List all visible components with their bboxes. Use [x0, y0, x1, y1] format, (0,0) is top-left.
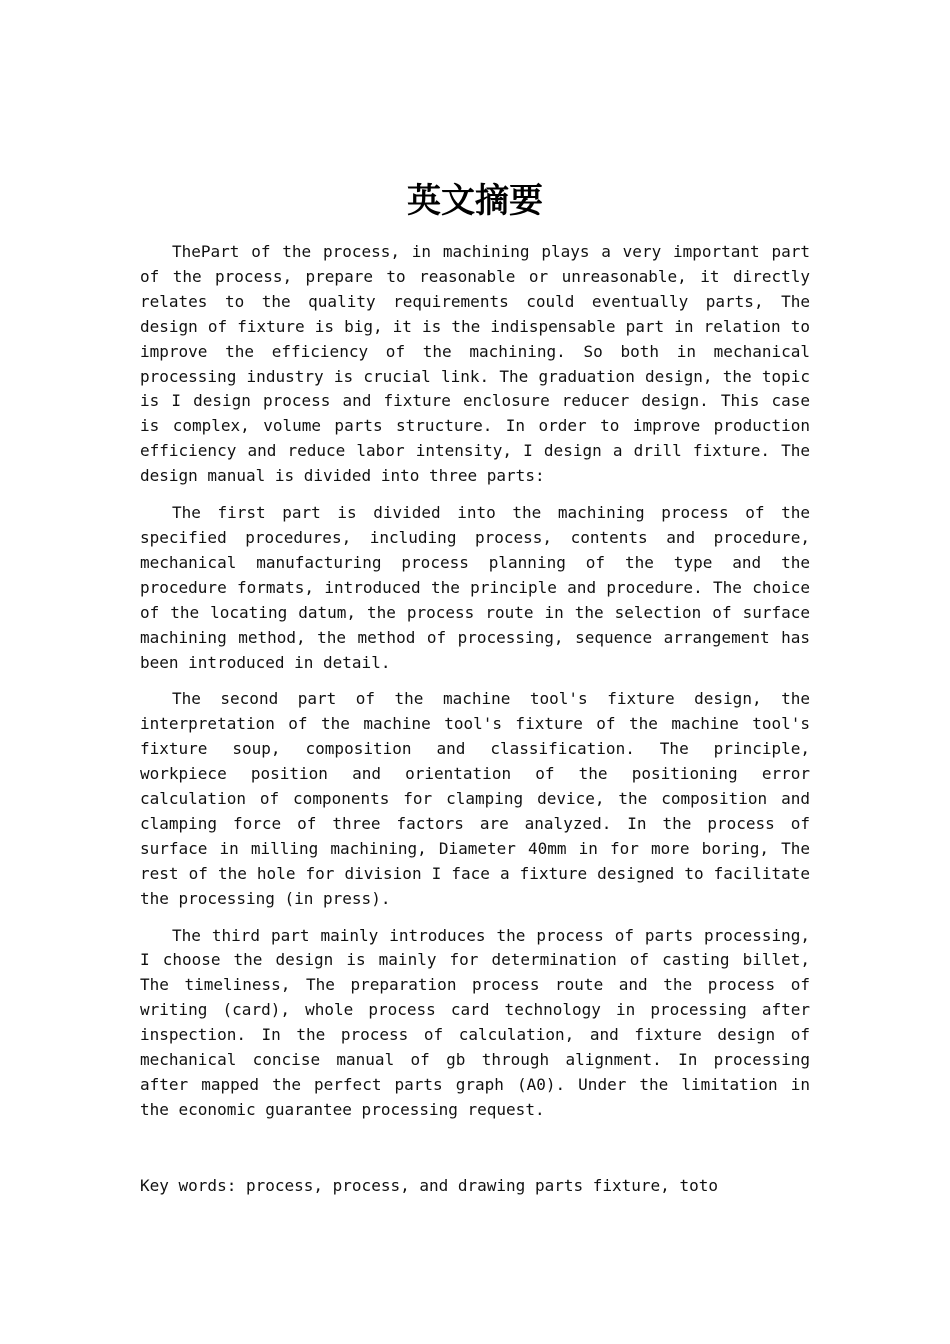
abstract-paragraph-2: The first part is divided into the machining process of the specified procedures, including process, contents and procedure, mechanical manufacturing process planning of the type and the procedure formats, introduced the principle and procedure. The choice of the locating datum, the process route in the selection of surface machining method, the method of processing, sequence arrangement has been introduced in detail.: [140, 503, 810, 672]
page-title: 英文摘要: [407, 181, 543, 221]
abstract-paragraph-1: ThePart of the process, in machining plays a very important part of the process, prepare to reasonable or unreasonable, it directly relates to the quality requirements could eventually parts, The design of fixture is big, it is the indispensable part in relation to improve the efficiency of the machining. So both in mechanical processing industry is crucial link. The graduation design, the topic is I design process and fixture enclosure reducer design. This case is complex, volume parts structure. In order to improve production efficiency and reduce labor intensity, I design a drill fixture. The design manual is divided into three parts:: [140, 242, 810, 486]
abstract-body: [140, 240, 810, 1135]
abstract-paragraph-4: The third part mainly introduces the process of parts processing, I choose the design is mainly for determination of casting billet, The timeliness, The preparation process route and the process of writing (card), whole process card technology in processing after inspection. In the process of calculation, and fixture design of mechanical concise manual of gb through alignment. In processing after mapped the perfect parts graph (A0). Under the limitation in the economic guarantee processing request.: [140, 925, 810, 1119]
keywords-line: Key words: process, process, and drawing parts fixture, toto: [140, 1176, 718, 1195]
abstract-paragraph-3: The second part of the machine tool's fixture design, the interpretation of the machine tool's fixture of the machine tool's fixture soup, composition and classification. The principle, workpiece position and orientation of the positioning error calculation of components for clamping device, the composition and clamping force of three factors are analyzed. In the process of surface in milling machining, Diameter 40mm in for more boring, The rest of the hole for division I face a fixture designed to facilitate the processing (in press).: [140, 689, 810, 908]
